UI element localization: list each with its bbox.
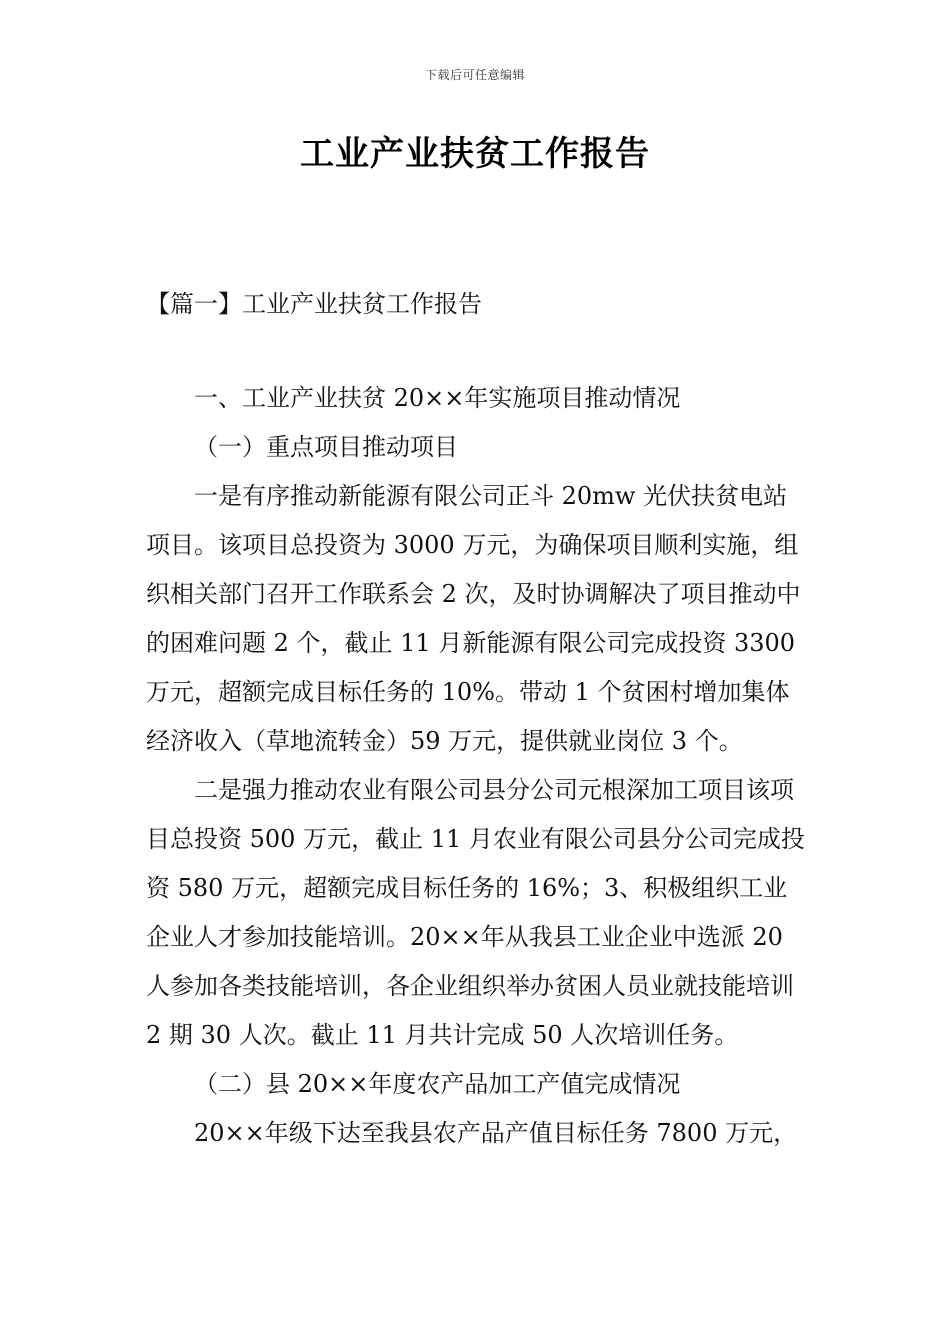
document-body [146, 374, 811, 1158]
paragraph-3: 20××年级下达至我县农产品产值目标任务 7800 万元， [194, 1119, 798, 1147]
subsection-heading-1: （一）重点项目推动项目 [194, 433, 458, 461]
paragraph-2: 二是强力推动农业有限公司县分公司元根深加工项目该项目总投资 500 万元，截止 11 月农业有限公司县分公司完成投资 580 万元，超额完成目标任务的 16%；3、积极组织工业企业人才参加技能培训。20××年从我县工业企业中选派 20 人参加各类技能培训，各企业组织举办贫困人员业就技能培训 2 期 30 人次。截止 11 月共计完成 50 人次培训任务。 [146, 776, 805, 1049]
document-title: 工业产业扶贫工作报告 [300, 134, 650, 174]
section-heading-1: 一、工业产业扶贫 20××年实施项目推动情况 [194, 384, 681, 412]
paragraph-1: 一是有序推动新能源有限公司正斗 20mw 光伏扶贫电站项目。该项目总投资为 3000 万元，为确保项目顺利实施，组织相关部门召开工作联系会 2 次，及时协调解决了项目推动中的困难问题 2 个，截止 11 月新能源有限公司完成投资 3300 万元，超额完成目标任务的 10%。带动 1 个贫困村增加集体经济收入（草地流转金）59 万元，提供就业岗位 3 个。 [146, 482, 801, 755]
subsection-heading-2: （二）县 20××年度农产品加工产值完成情况 [194, 1070, 681, 1098]
header-note: 下载后可任意编辑 [424, 68, 525, 82]
part-heading: 【篇一】工业产业扶贫工作报告 [146, 290, 482, 318]
